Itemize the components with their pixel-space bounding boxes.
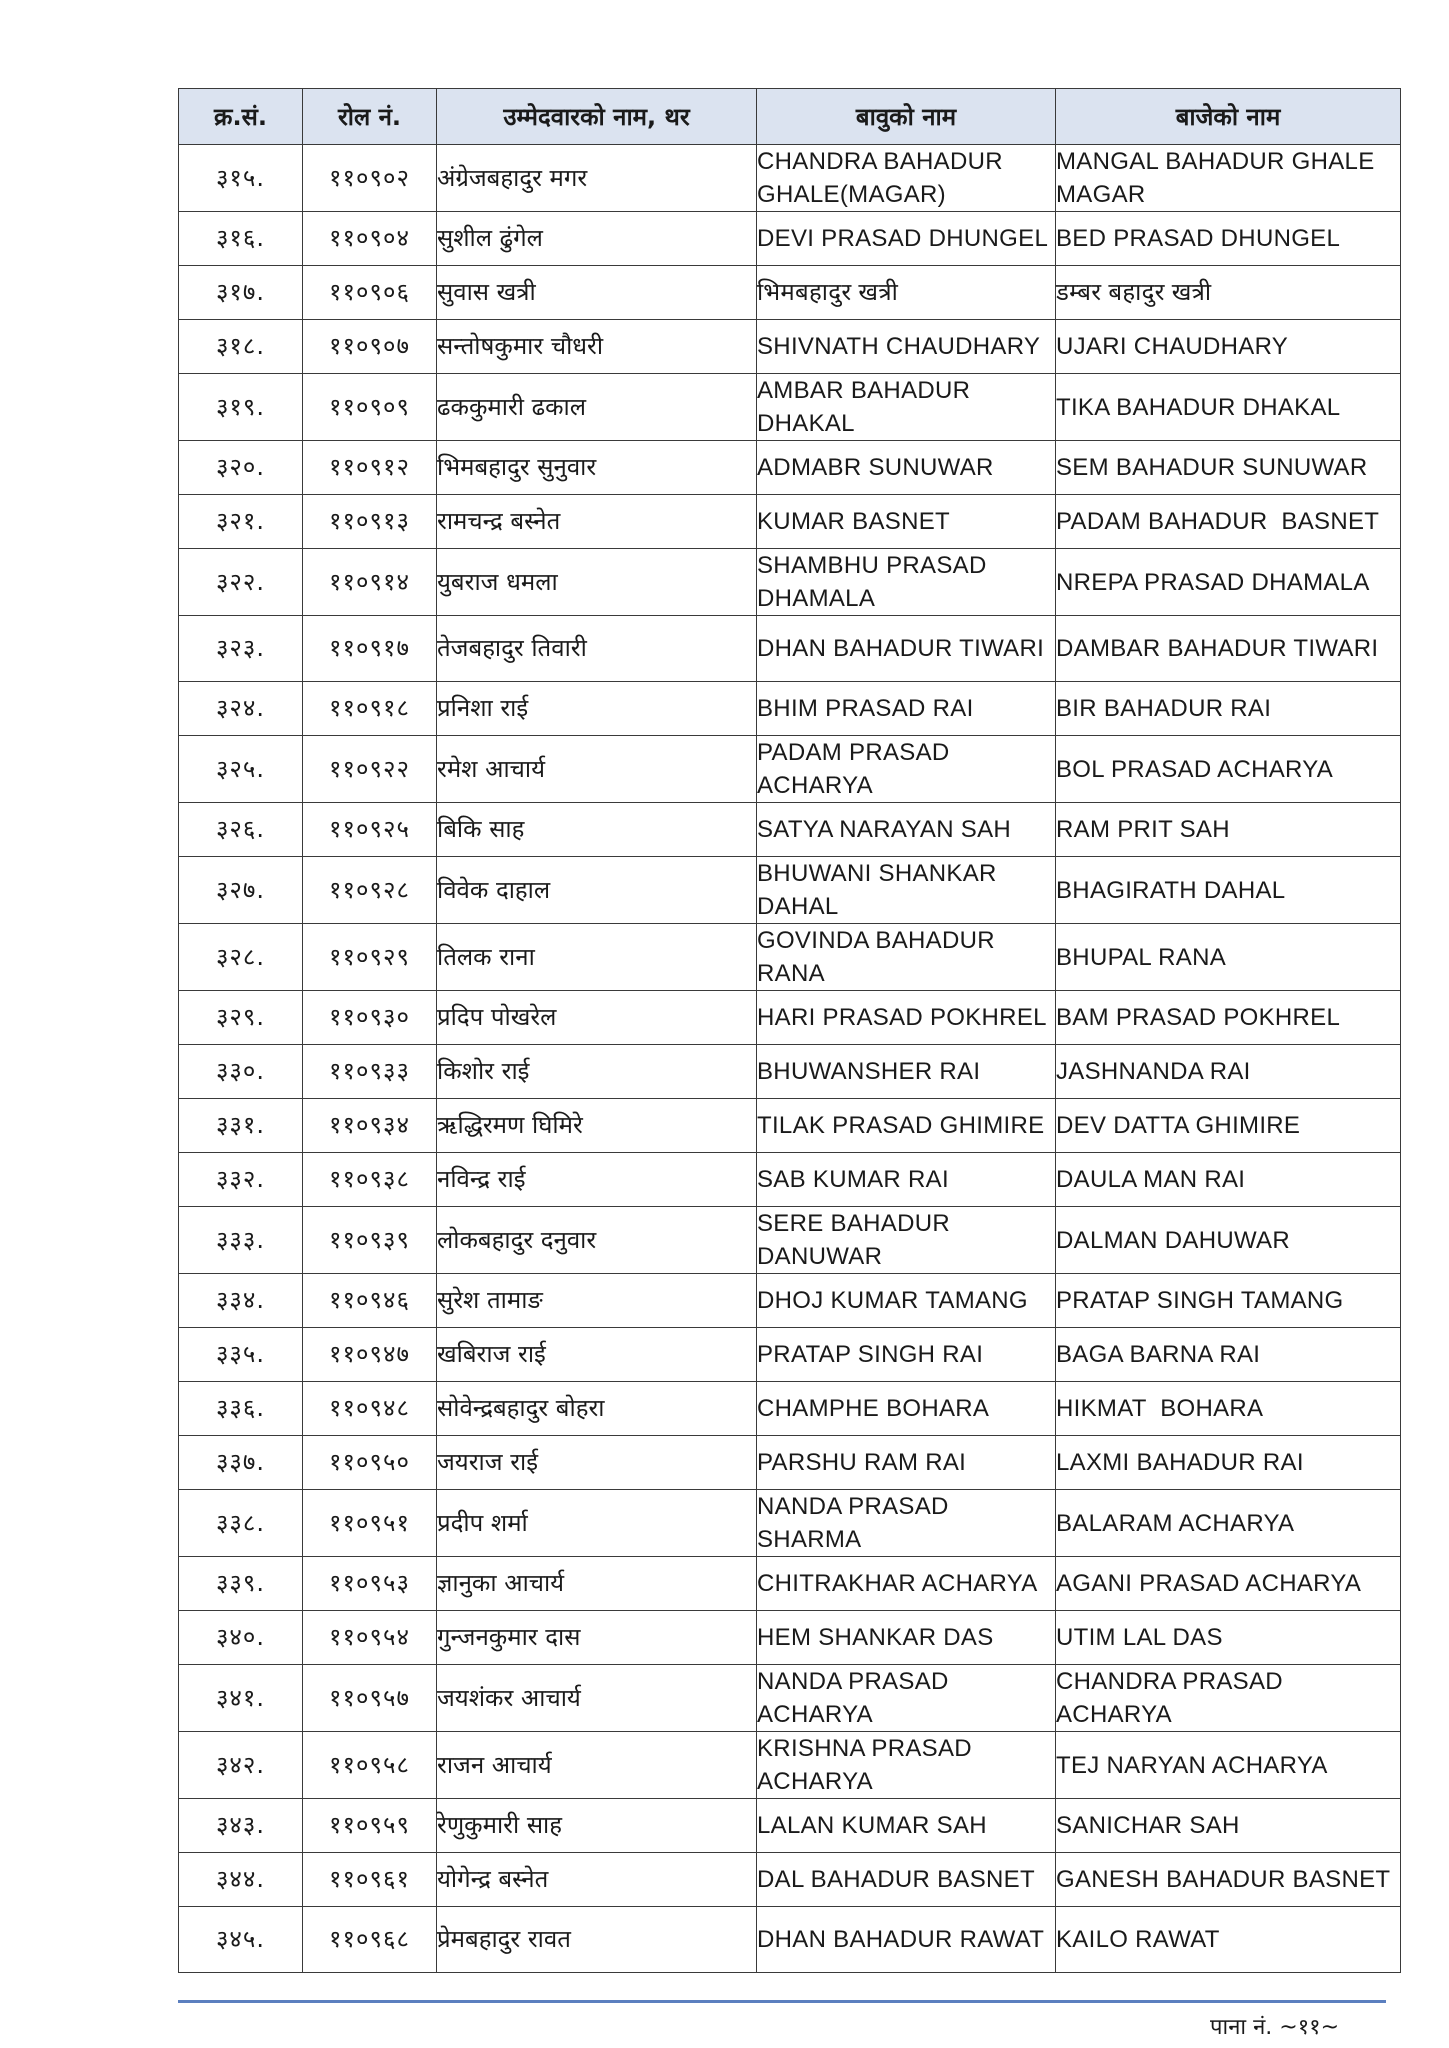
table-row: [179, 1382, 1401, 1436]
roll-number-cell: ११०९१४: [303, 549, 437, 616]
serial-cell: ३३०.: [179, 1045, 303, 1099]
grandfather-name-cell: UTIM LAL DAS: [1056, 1611, 1401, 1665]
candidate-name-cell: रेणुकुमारी साह: [437, 1799, 757, 1853]
table-row: [179, 1665, 1401, 1732]
candidate-table: [178, 88, 1401, 1973]
roll-number-cell: ११०९३८: [303, 1153, 437, 1207]
table-row: [179, 1490, 1401, 1557]
grandfather-name-cell: BOL PRASAD ACHARYA: [1056, 736, 1401, 803]
candidate-name-cell: ज्ञानुका आचार्य: [437, 1557, 757, 1611]
roll-number-cell: ११०९५८: [303, 1732, 437, 1799]
roll-number-cell: ११०९१२: [303, 441, 437, 495]
serial-cell: ३२०.: [179, 441, 303, 495]
header-row: [179, 89, 1401, 145]
serial-cell: ३३७.: [179, 1436, 303, 1490]
roll-number-cell: ११०९५७: [303, 1665, 437, 1732]
table-row: [179, 1732, 1401, 1799]
header-candidate-name: उम्मेदवारको नाम, थर: [437, 89, 757, 145]
candidate-name-cell: युबराज धमला: [437, 549, 757, 616]
grandfather-name-cell: DEV DATTA GHIMIRE: [1056, 1099, 1401, 1153]
serial-cell: ३४५.: [179, 1907, 303, 1973]
grandfather-name-cell: BHUPAL RANA: [1056, 924, 1401, 991]
roll-number-cell: ११०९३०: [303, 991, 437, 1045]
table-row: [179, 266, 1401, 320]
candidate-name-cell: अंग्रेजबहादुर मगर: [437, 145, 757, 212]
grandfather-name-cell: UJARI CHAUDHARY: [1056, 320, 1401, 374]
candidate-name-cell: नविन्द्र राई: [437, 1153, 757, 1207]
father-name-cell: DAL BAHADUR BASNET: [757, 1853, 1056, 1907]
serial-cell: ३१९.: [179, 374, 303, 441]
serial-cell: ३१८.: [179, 320, 303, 374]
serial-cell: ३२३.: [179, 616, 303, 682]
father-name-cell: PRATAP SINGH RAI: [757, 1328, 1056, 1382]
serial-cell: ३२७.: [179, 857, 303, 924]
grandfather-name-cell: RAM PRIT SAH: [1056, 803, 1401, 857]
father-name-cell: CHAMPHE BOHARA: [757, 1382, 1056, 1436]
candidate-name-cell: विवेक दाहाल: [437, 857, 757, 924]
roll-number-cell: ११०९२५: [303, 803, 437, 857]
candidate-name-cell: सुवास खत्री: [437, 266, 757, 320]
father-name-cell: CHANDRA BAHADUR GHALE(MAGAR): [757, 145, 1056, 212]
serial-cell: ३२८.: [179, 924, 303, 991]
serial-cell: ३३४.: [179, 1274, 303, 1328]
candidate-name-cell: जयशंकर आचार्य: [437, 1665, 757, 1732]
roll-number-cell: ११०९५१: [303, 1490, 437, 1557]
candidate-name-cell: प्रनिशा राई: [437, 682, 757, 736]
table-row: [179, 803, 1401, 857]
father-name-cell: DHAN BAHADUR TIWARI: [757, 616, 1056, 682]
candidate-name-cell: बिकि साह: [437, 803, 757, 857]
table-row: [179, 441, 1401, 495]
grandfather-name-cell: डम्बर बहादुर खत्री: [1056, 266, 1401, 320]
father-name-cell: CHITRAKHAR ACHARYA: [757, 1557, 1056, 1611]
roll-number-cell: ११०९६८: [303, 1907, 437, 1973]
father-name-cell: BHUWANI SHANKAR DAHAL: [757, 857, 1056, 924]
table-row: [179, 857, 1401, 924]
roll-number-cell: ११०९३३: [303, 1045, 437, 1099]
father-name-cell: SHAMBHU PRASAD DHAMALA: [757, 549, 1056, 616]
grandfather-name-cell: KAILO RAWAT: [1056, 1907, 1401, 1973]
candidate-name-cell: सुशील ढुंगेल: [437, 212, 757, 266]
candidate-name-cell: गुन्जनकुमार दास: [437, 1611, 757, 1665]
roll-number-cell: ११०९४६: [303, 1274, 437, 1328]
father-name-cell: PARSHU RAM RAI: [757, 1436, 1056, 1490]
table-row: [179, 1045, 1401, 1099]
roll-number-cell: ११०९०९: [303, 374, 437, 441]
serial-cell: ३२५.: [179, 736, 303, 803]
table-row: [179, 924, 1401, 991]
table-row: [179, 1328, 1401, 1382]
table-row: [179, 1207, 1401, 1274]
grandfather-name-cell: GANESH BAHADUR BASNET: [1056, 1853, 1401, 1907]
grandfather-name-cell: DAULA MAN RAI: [1056, 1153, 1401, 1207]
serial-cell: ३४३.: [179, 1799, 303, 1853]
serial-cell: ३३१.: [179, 1099, 303, 1153]
serial-cell: ३२६.: [179, 803, 303, 857]
serial-cell: ३२९.: [179, 991, 303, 1045]
grandfather-name-cell: PADAM BAHADUR BASNET: [1056, 495, 1401, 549]
father-name-cell: SATYA NARAYAN SAH: [757, 803, 1056, 857]
serial-cell: ३२२.: [179, 549, 303, 616]
father-name-cell: BHUWANSHER RAI: [757, 1045, 1056, 1099]
grandfather-name-cell: HIKMAT BOHARA: [1056, 1382, 1401, 1436]
table-row: [179, 212, 1401, 266]
header-serial: क्र.सं.: [179, 89, 303, 145]
roll-number-cell: ११०९५०: [303, 1436, 437, 1490]
table-row: [179, 1436, 1401, 1490]
candidate-name-cell: योगेन्द्र बस्नेत: [437, 1853, 757, 1907]
father-name-cell: NANDA PRASAD ACHARYA: [757, 1665, 1056, 1732]
grandfather-name-cell: DALMAN DAHUWAR: [1056, 1207, 1401, 1274]
serial-cell: ३४०.: [179, 1611, 303, 1665]
roll-number-cell: ११०९१७: [303, 616, 437, 682]
grandfather-name-cell: MANGAL BAHADUR GHALE MAGAR: [1056, 145, 1401, 212]
table-row: [179, 374, 1401, 441]
grandfather-name-cell: BIR BAHADUR RAI: [1056, 682, 1401, 736]
serial-cell: ३४२.: [179, 1732, 303, 1799]
roll-number-cell: ११०९५४: [303, 1611, 437, 1665]
grandfather-name-cell: PRATAP SINGH TAMANG: [1056, 1274, 1401, 1328]
grandfather-name-cell: CHANDRA PRASAD ACHARYA: [1056, 1665, 1401, 1732]
table-row: [179, 1853, 1401, 1907]
serial-cell: ३४४.: [179, 1853, 303, 1907]
candidate-name-cell: प्रेमबहादुर रावत: [437, 1907, 757, 1973]
roll-number-cell: ११०९१३: [303, 495, 437, 549]
father-name-cell: HARI PRASAD POKHREL: [757, 991, 1056, 1045]
grandfather-name-cell: SANICHAR SAH: [1056, 1799, 1401, 1853]
roll-number-cell: ११०९०४: [303, 212, 437, 266]
grandfather-name-cell: DAMBAR BAHADUR TIWARI: [1056, 616, 1401, 682]
father-name-cell: LALAN KUMAR SAH: [757, 1799, 1056, 1853]
candidate-name-cell: रमेश आचार्य: [437, 736, 757, 803]
roll-number-cell: ११०९२९: [303, 924, 437, 991]
serial-cell: ३३८.: [179, 1490, 303, 1557]
candidate-name-cell: सुरेश तामाङ: [437, 1274, 757, 1328]
candidate-name-cell: जयराज राई: [437, 1436, 757, 1490]
table-row: [179, 1153, 1401, 1207]
header-father-name: बावुको नाम: [757, 89, 1056, 145]
father-name-cell: PADAM PRASAD ACHARYA: [757, 736, 1056, 803]
table-row: [179, 991, 1401, 1045]
serial-cell: ३२४.: [179, 682, 303, 736]
roll-number-cell: ११०९०६: [303, 266, 437, 320]
roll-number-cell: ११०९४८: [303, 1382, 437, 1436]
roll-number-cell: ११०९१८: [303, 682, 437, 736]
father-name-cell: TILAK PRASAD GHIMIRE: [757, 1099, 1056, 1153]
candidate-name-cell: तेजबहादुर तिवारी: [437, 616, 757, 682]
table-row: [179, 320, 1401, 374]
father-name-cell: NANDA PRASAD SHARMA: [757, 1490, 1056, 1557]
table-row: [179, 495, 1401, 549]
grandfather-name-cell: AGANI PRASAD ACHARYA: [1056, 1557, 1401, 1611]
father-name-cell: भिमबहादुर खत्री: [757, 266, 1056, 320]
roll-number-cell: ११०९२२: [303, 736, 437, 803]
table-row: [179, 145, 1401, 212]
candidate-name-cell: ऋद्धिरमण घिमिरे: [437, 1099, 757, 1153]
father-name-cell: KUMAR BASNET: [757, 495, 1056, 549]
roll-number-cell: ११०९५३: [303, 1557, 437, 1611]
serial-cell: ३३२.: [179, 1153, 303, 1207]
candidate-name-cell: किशोर राई: [437, 1045, 757, 1099]
serial-cell: ३३३.: [179, 1207, 303, 1274]
table-row: [179, 682, 1401, 736]
table-header: [179, 89, 1401, 145]
father-name-cell: DEVI PRASAD DHUNGEL: [757, 212, 1056, 266]
father-name-cell: ADMABR SUNUWAR: [757, 441, 1056, 495]
father-name-cell: BHIM PRASAD RAI: [757, 682, 1056, 736]
candidate-name-cell: प्रदिप पोखरेल: [437, 991, 757, 1045]
table-row: [179, 1557, 1401, 1611]
father-name-cell: DHAN BAHADUR RAWAT: [757, 1907, 1056, 1973]
father-name-cell: AMBAR BAHADUR DHAKAL: [757, 374, 1056, 441]
grandfather-name-cell: BHAGIRATH DAHAL: [1056, 857, 1401, 924]
grandfather-name-cell: TEJ NARYAN ACHARYA: [1056, 1732, 1401, 1799]
grandfather-name-cell: BALARAM ACHARYA: [1056, 1490, 1401, 1557]
candidate-name-cell: रामचन्द्र बस्नेत: [437, 495, 757, 549]
candidate-name-cell: सोवेन्द्रबहादुर बोहरा: [437, 1382, 757, 1436]
serial-cell: ३३९.: [179, 1557, 303, 1611]
grandfather-name-cell: NREPA PRASAD DHAMALA: [1056, 549, 1401, 616]
table-row: [179, 736, 1401, 803]
roll-number-cell: ११०९५९: [303, 1799, 437, 1853]
candidate-name-cell: भिमबहादुर सुनुवार: [437, 441, 757, 495]
grandfather-name-cell: TIKA BAHADUR DHAKAL: [1056, 374, 1401, 441]
candidate-name-cell: लोकबहादुर दनुवार: [437, 1207, 757, 1274]
table-row: [179, 1799, 1401, 1853]
serial-cell: ३३६.: [179, 1382, 303, 1436]
father-name-cell: DHOJ KUMAR TAMANG: [757, 1274, 1056, 1328]
grandfather-name-cell: BAM PRASAD POKHREL: [1056, 991, 1401, 1045]
father-name-cell: SAB KUMAR RAI: [757, 1153, 1056, 1207]
serial-cell: ३४१.: [179, 1665, 303, 1732]
table-row: [179, 1907, 1401, 1973]
father-name-cell: GOVINDA BAHADUR RANA: [757, 924, 1056, 991]
father-name-cell: SERE BAHADUR DANUWAR: [757, 1207, 1056, 1274]
grandfather-name-cell: LAXMI BAHADUR RAI: [1056, 1436, 1401, 1490]
serial-cell: ३२१.: [179, 495, 303, 549]
roll-number-cell: ११०९३९: [303, 1207, 437, 1274]
table-row: [179, 1274, 1401, 1328]
father-name-cell: SHIVNATH CHAUDHARY: [757, 320, 1056, 374]
grandfather-name-cell: SEM BAHADUR SUNUWAR: [1056, 441, 1401, 495]
roll-number-cell: ११०९२८: [303, 857, 437, 924]
candidate-name-cell: तिलक राना: [437, 924, 757, 991]
candidate-name-cell: प्रदीप शर्मा: [437, 1490, 757, 1557]
header-roll: रोल नं.: [303, 89, 437, 145]
serial-cell: ३१६.: [179, 212, 303, 266]
candidate-name-cell: खबिराज राई: [437, 1328, 757, 1382]
candidate-name-cell: ढककुमारी ढकाल: [437, 374, 757, 441]
candidate-name-cell: राजन आचार्य: [437, 1732, 757, 1799]
table-row: [179, 1611, 1401, 1665]
father-name-cell: KRISHNA PRASAD ACHARYA: [757, 1732, 1056, 1799]
father-name-cell: HEM SHANKAR DAS: [757, 1611, 1056, 1665]
grandfather-name-cell: JASHNANDA RAI: [1056, 1045, 1401, 1099]
serial-cell: ३१७.: [179, 266, 303, 320]
table-row: [179, 1099, 1401, 1153]
header-grandfather-name: बाजेको नाम: [1056, 89, 1401, 145]
grandfather-name-cell: BED PRASAD DHUNGEL: [1056, 212, 1401, 266]
roll-number-cell: ११०९०७: [303, 320, 437, 374]
serial-cell: ३३५.: [179, 1328, 303, 1382]
roll-number-cell: ११०९६१: [303, 1853, 437, 1907]
roll-number-cell: ११०९४७: [303, 1328, 437, 1382]
serial-cell: ३१५.: [179, 145, 303, 212]
table-row: [179, 616, 1401, 682]
table-row: [179, 549, 1401, 616]
footer-rule: [178, 2000, 1386, 2003]
candidate-name-cell: सन्तोषकुमार चौधरी: [437, 320, 757, 374]
roll-number-cell: ११०९३४: [303, 1099, 437, 1153]
table-body: [179, 145, 1401, 1973]
roll-number-cell: ११०९०२: [303, 145, 437, 212]
grandfather-name-cell: BAGA BARNA RAI: [1056, 1328, 1401, 1382]
page-number: पाना नं. ~११~: [1210, 2015, 1340, 2040]
